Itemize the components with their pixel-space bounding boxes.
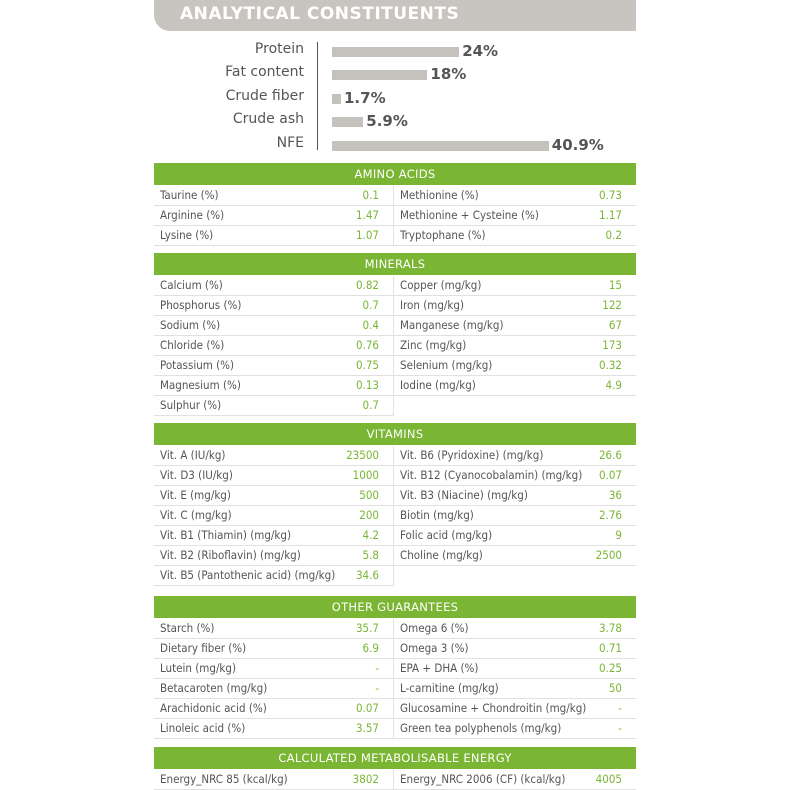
nutrient-value: 0.07 [598, 468, 622, 482]
nutrient-value: 36 [608, 488, 622, 502]
nutrient-value: 0.4 [362, 318, 379, 332]
header-band [154, 0, 636, 31]
nutrient-value: 67 [608, 318, 622, 332]
table-row [154, 566, 636, 586]
nutrient-name: Phosphorus (%) [160, 298, 242, 312]
nutrient-value: 4.9 [605, 378, 622, 392]
analytic-row [154, 41, 636, 63]
analytic-row [154, 135, 636, 157]
table-cell [154, 226, 394, 246]
analytic-bar [332, 117, 363, 127]
nutrient-value: 0.7 [362, 398, 379, 412]
nutrient-name: Starch (%) [160, 621, 215, 635]
nutrient-value: 0.1 [362, 188, 379, 202]
table-cell [154, 770, 394, 790]
nutrient-value: 0.75 [355, 358, 379, 372]
nutrient-name: Calcium (%) [160, 278, 223, 292]
table-row [154, 186, 636, 206]
table-cell [394, 719, 636, 739]
analytic-label: Fat content [225, 64, 304, 80]
nutrient-value: 200 [359, 508, 379, 522]
table-cell [394, 679, 636, 699]
nutrient-name: Energy_NRC 2006 (CF) (kcal/kg) [400, 772, 566, 786]
nutrient-value: 500 [359, 488, 379, 502]
table-row [154, 276, 636, 296]
table-cell [154, 186, 394, 206]
amino-acids-table [154, 186, 636, 246]
section-title-minerals: MINERALS [154, 253, 636, 275]
table-cell [154, 699, 394, 719]
table-cell [154, 659, 394, 679]
nutrient-name: Vit. C (mg/kg) [160, 508, 232, 522]
table-row [154, 506, 636, 526]
nutrient-name: Copper (mg/kg) [400, 278, 482, 292]
table-row [154, 356, 636, 376]
table-cell [154, 719, 394, 739]
analytic-label: NFE [276, 135, 304, 151]
table-cell [154, 276, 394, 296]
nutrient-name: Glucosamine + Chondroitin (mg/kg) [400, 701, 587, 715]
nutrient-name: Vit. D3 (IU/kg) [160, 468, 233, 482]
table-cell [154, 526, 394, 546]
nutrient-name: Lutein (mg/kg) [160, 661, 237, 675]
nutrient-value: 4.2 [362, 528, 379, 542]
nutrient-value: 4005 [595, 772, 622, 786]
table-cell [394, 506, 636, 526]
nutrient-name: Folic acid (mg/kg) [400, 528, 493, 542]
table-cell [394, 486, 636, 506]
table-row [154, 699, 636, 719]
analytic-value: 1.7% [344, 89, 386, 107]
nutrient-value: 0.73 [598, 188, 622, 202]
table-row [154, 546, 636, 566]
table-cell [394, 316, 636, 336]
table-row [154, 526, 636, 546]
nutrient-name: Sodium (%) [160, 318, 221, 332]
nutrient-name: Vit. B5 (Pantothenic acid) (mg/kg) [160, 568, 336, 582]
nutrient-name: Iron (mg/kg) [400, 298, 464, 312]
analytic-label: Protein [254, 41, 304, 57]
table-cell [154, 376, 394, 396]
energy-table [154, 770, 636, 790]
nutrient-name: Biotin (mg/kg) [400, 508, 474, 522]
nutrient-value: 34.6 [355, 568, 379, 582]
table-row [154, 396, 636, 416]
table-cell [154, 546, 394, 566]
analytic-bar [332, 94, 341, 104]
nutrient-name: Taurine (%) [160, 188, 219, 202]
nutrient-value: - [618, 721, 622, 735]
analytic-value: 18% [430, 65, 467, 83]
table-row [154, 719, 636, 739]
nutrient-name: Methionine + Cysteine (%) [400, 208, 539, 222]
nutrient-value: 35.7 [355, 621, 379, 635]
nutrient-value: 3802 [352, 772, 379, 786]
nutrient-name: Potassium (%) [160, 358, 235, 372]
nutrient-value: 23500 [346, 448, 379, 462]
analytic-value: 40.9% [551, 136, 604, 154]
nutrient-value: 0.76 [355, 338, 379, 352]
table-cell [394, 639, 636, 659]
nutrient-name: Zinc (mg/kg) [400, 338, 467, 352]
nutrient-value: 0.71 [598, 641, 622, 655]
nutrient-name: Magnesium (%) [160, 378, 241, 392]
nutrient-name: EPA + DHA (%) [400, 661, 479, 675]
nutrient-value: 2500 [595, 548, 622, 562]
nutrient-value: 2.76 [598, 508, 622, 522]
table-cell [154, 316, 394, 336]
table-cell [154, 466, 394, 486]
table-row [154, 659, 636, 679]
table-cell [154, 206, 394, 226]
analytical-constituents-chart [154, 40, 636, 152]
analytic-bar [332, 141, 549, 151]
section-title-vitamins: VITAMINS [154, 423, 636, 445]
table-cell [394, 226, 636, 246]
table-cell [394, 526, 636, 546]
nutrient-value: 26.6 [598, 448, 622, 462]
nutrient-name: Vit. B12 (Cyanocobalamin) (mg/kg) [400, 468, 583, 482]
nutrient-value: 0.07 [355, 701, 379, 715]
table-row [154, 679, 636, 699]
analytic-bar [332, 70, 427, 80]
nutrient-value: 1.47 [355, 208, 379, 222]
nutrient-value: 0.25 [598, 661, 622, 675]
table-cell [154, 336, 394, 356]
nutrient-name: Green tea polyphenols (mg/kg) [400, 721, 562, 735]
nutrient-value: 122 [602, 298, 622, 312]
table-row [154, 446, 636, 466]
table-cell [154, 619, 394, 639]
table-row [154, 619, 636, 639]
table-cell [154, 396, 394, 416]
nutrient-name: Lysine (%) [160, 228, 214, 242]
nutrient-name: Arachidonic acid (%) [160, 701, 267, 715]
nutrient-name: Linoleic acid (%) [160, 721, 246, 735]
vitamins-table [154, 446, 636, 586]
nutrient-name: Vit. A (IU/kg) [160, 448, 226, 462]
section-title-energy: CALCULATED METABOLISABLE ENERGY [154, 747, 636, 769]
nutrient-name: Sulphur (%) [160, 398, 222, 412]
nutrient-value: 9 [615, 528, 622, 542]
table-row [154, 376, 636, 396]
section-title-amino-acids: AMINO ACIDS [154, 163, 636, 185]
nutrient-name: Omega 3 (%) [400, 641, 469, 655]
section-title-other-guarantees: OTHER GUARANTEES [154, 596, 636, 618]
table-cell [394, 296, 636, 316]
nutrient-name: Omega 6 (%) [400, 621, 469, 635]
nutrient-name: Manganese (mg/kg) [400, 318, 504, 332]
nutrient-value: 0.2 [605, 228, 622, 242]
nutrient-value: 50 [608, 681, 622, 695]
analytic-bar [332, 47, 459, 57]
nutrient-name: Vit. B6 (Pyridoxine) (mg/kg) [400, 448, 544, 462]
table-cell [154, 296, 394, 316]
table-cell [394, 659, 636, 679]
analytic-value: 24% [462, 42, 499, 60]
analytic-value: 5.9% [366, 112, 408, 130]
nutrient-name: Vit. E (mg/kg) [160, 488, 231, 502]
other-guarantees-table [154, 619, 636, 739]
page-title: ANALYTICAL CONSTITUENTS [180, 4, 460, 24]
nutrient-name: Energy_NRC 85 (kcal/kg) [160, 772, 288, 786]
table-row [154, 316, 636, 336]
analytic-row [154, 111, 636, 133]
nutrient-value: 0.7 [362, 298, 379, 312]
table-cell [394, 546, 636, 566]
table-row [154, 639, 636, 659]
table-cell [394, 276, 636, 296]
nutrient-name: Iodine (mg/kg) [400, 378, 476, 392]
nutrient-value: - [618, 701, 622, 715]
nutrient-value: 0.82 [355, 278, 379, 292]
nutrient-value: 3.57 [355, 721, 379, 735]
table-cell [394, 356, 636, 376]
analytic-label: Crude fiber [225, 88, 304, 104]
nutrient-value: - [375, 661, 379, 675]
nutrient-name: Vit. B2 (Riboflavin) (mg/kg) [160, 548, 301, 562]
table-cell [394, 446, 636, 466]
table-cell [154, 566, 394, 586]
nutrient-value: 1.07 [355, 228, 379, 242]
nutrient-value: 5.8 [362, 548, 379, 562]
nutrient-value: - [375, 681, 379, 695]
table-cell [394, 619, 636, 639]
minerals-table [154, 276, 636, 416]
nutrient-name: Chloride (%) [160, 338, 225, 352]
table-cell [394, 336, 636, 356]
nutrient-value: 15 [608, 278, 622, 292]
table-row [154, 486, 636, 506]
nutrient-value: 173 [602, 338, 622, 352]
nutrient-value: 0.32 [598, 358, 622, 372]
nutrient-name: Dietary fiber (%) [160, 641, 247, 655]
nutrient-name: L-carnitine (mg/kg) [400, 681, 499, 695]
analytic-row [154, 88, 636, 110]
table-row [154, 466, 636, 486]
table-row [154, 296, 636, 316]
table-cell [394, 466, 636, 486]
table-cell [154, 486, 394, 506]
nutrient-name: Methionine (%) [400, 188, 479, 202]
nutrient-name: Choline (mg/kg) [400, 548, 483, 562]
table-cell [394, 770, 636, 790]
table-cell [394, 699, 636, 719]
nutrient-name: Selenium (mg/kg) [400, 358, 493, 372]
nutrient-name: Vit. B1 (Thiamin) (mg/kg) [160, 528, 292, 542]
table-row [154, 336, 636, 356]
table-cell [154, 639, 394, 659]
table-cell [394, 376, 636, 396]
nutrient-name: Betacaroten (mg/kg) [160, 681, 268, 695]
table-cell [154, 446, 394, 466]
nutrient-value: 1.17 [598, 208, 622, 222]
table-row [154, 226, 636, 246]
nutrient-name: Vit. B3 (Niacine) (mg/kg) [400, 488, 528, 502]
table-cell [394, 206, 636, 226]
nutrient-value: 6.9 [362, 641, 379, 655]
nutrient-name: Arginine (%) [160, 208, 225, 222]
nutrient-value: 1000 [352, 468, 379, 482]
nutrient-value: 0.13 [355, 378, 379, 392]
nutrient-name: Tryptophane (%) [400, 228, 486, 242]
analytic-label: Crude ash [232, 111, 304, 127]
table-cell [154, 679, 394, 699]
table-cell [154, 356, 394, 376]
analytic-row [154, 64, 636, 86]
table-row [154, 206, 636, 226]
table-cell [394, 186, 636, 206]
table-row [154, 770, 636, 790]
table-cell [154, 506, 394, 526]
nutrient-value: 3.78 [598, 621, 622, 635]
